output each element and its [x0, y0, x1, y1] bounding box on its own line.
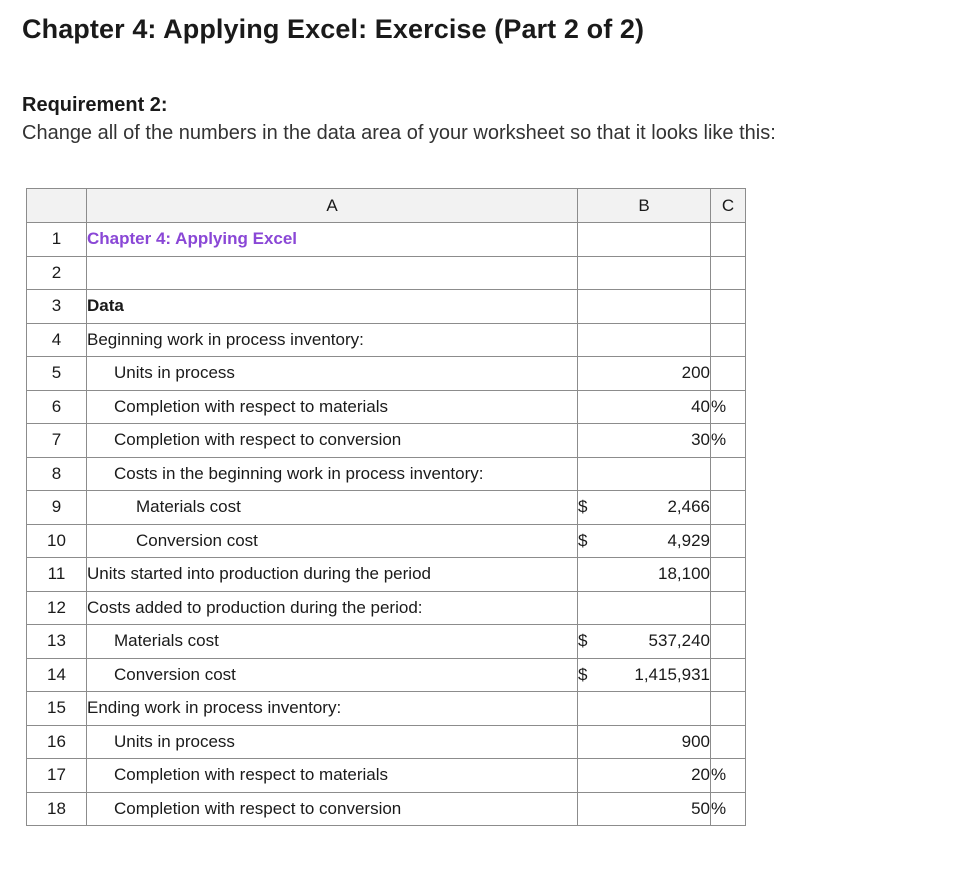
sheet-row	[27, 424, 746, 458]
cell-b[interactable]	[578, 591, 711, 625]
column-header-b: B	[578, 189, 711, 223]
row-number: 4	[27, 323, 87, 357]
cell-a[interactable]: Chapter 4: Applying Excel	[87, 223, 578, 257]
cell-b[interactable]	[578, 524, 711, 558]
currency-symbol: $	[578, 530, 588, 550]
cell-value: 2,466	[667, 497, 710, 517]
cell-b[interactable]	[578, 725, 711, 759]
sheet-row	[27, 558, 746, 592]
cell-c[interactable]	[711, 692, 746, 726]
sheet-row	[27, 625, 746, 659]
cell-b[interactable]	[578, 290, 711, 324]
cell-value: 18,100	[658, 564, 710, 584]
cell-b-content	[578, 732, 710, 752]
row-number: 1	[27, 223, 87, 257]
cell-c[interactable]	[711, 357, 746, 391]
sheet-row	[27, 759, 746, 793]
currency-symbol: $	[578, 664, 588, 684]
page-title: Chapter 4: Applying Excel: Exercise (Part 2 of 2)	[22, 14, 645, 44]
cell-value: 50	[691, 798, 710, 818]
currency-symbol: $	[578, 497, 588, 517]
cell-b-content	[578, 397, 710, 417]
currency-symbol: $	[578, 631, 588, 651]
cell-a[interactable]: Units in process	[87, 357, 578, 391]
sheet-row	[27, 357, 746, 391]
column-header-c: C	[711, 189, 746, 223]
row-number: 5	[27, 357, 87, 391]
cell-a[interactable]: Conversion cost	[87, 524, 578, 558]
sheet-row	[27, 725, 746, 759]
cell-a[interactable]: Units in process	[87, 725, 578, 759]
cell-b[interactable]	[578, 357, 711, 391]
sheet-row	[27, 223, 746, 257]
cell-b-content	[578, 564, 710, 584]
cell-b[interactable]	[578, 223, 711, 257]
sheet-row	[27, 658, 746, 692]
cell-value: 4,929	[667, 530, 710, 550]
cell-value: 20	[691, 765, 710, 785]
row-number: 3	[27, 290, 87, 324]
cell-a[interactable]: Materials cost	[87, 625, 578, 659]
cell-a[interactable]: Materials cost	[87, 491, 578, 525]
sheet-row	[27, 290, 746, 324]
corner-cell	[27, 189, 87, 223]
row-number: 18	[27, 792, 87, 826]
row-number: 16	[27, 725, 87, 759]
cell-c[interactable]	[711, 457, 746, 491]
cell-a[interactable]: Beginning work in process inventory:	[87, 323, 578, 357]
cell-b-content	[578, 799, 710, 819]
row-number: 9	[27, 491, 87, 525]
cell-a[interactable]: Ending work in process inventory:	[87, 692, 578, 726]
row-number: 10	[27, 524, 87, 558]
cell-b-content	[578, 665, 710, 685]
cell-value: 40	[691, 396, 710, 416]
row-number: 14	[27, 658, 87, 692]
worksheet-body	[27, 223, 746, 826]
cell-value: 200	[681, 363, 710, 383]
cell-c[interactable]: %	[711, 759, 746, 793]
cell-b[interactable]	[578, 625, 711, 659]
sheet-row	[27, 491, 746, 525]
cell-b[interactable]	[578, 390, 711, 424]
sheet-row	[27, 457, 746, 491]
row-number: 15	[27, 692, 87, 726]
cell-a[interactable]: Completion with respect to materials	[87, 390, 578, 424]
worksheet-table	[26, 188, 746, 826]
cell-b[interactable]	[578, 424, 711, 458]
column-header-row	[27, 189, 746, 223]
cell-c[interactable]	[711, 591, 746, 625]
sheet-row	[27, 524, 746, 558]
cell-b[interactable]	[578, 692, 711, 726]
cell-value: 30	[691, 430, 710, 450]
cell-value: 537,240	[648, 631, 710, 651]
cell-a[interactable]	[87, 256, 578, 290]
cell-a[interactable]: Costs in the beginning work in process inventory:	[87, 457, 578, 491]
cell-c[interactable]	[711, 625, 746, 659]
cell-b[interactable]	[578, 759, 711, 793]
row-number: 17	[27, 759, 87, 793]
row-number: 7	[27, 424, 87, 458]
cell-value: 1,415,931	[634, 664, 710, 684]
cell-c[interactable]: %	[711, 792, 746, 826]
row-number: 8	[27, 457, 87, 491]
cell-b[interactable]	[578, 323, 711, 357]
cell-a[interactable]: Conversion cost	[87, 658, 578, 692]
cell-b-content	[578, 765, 710, 785]
sheet-row	[27, 792, 746, 826]
cell-a[interactable]: Data	[87, 290, 578, 324]
sheet-row	[27, 323, 746, 357]
cell-b-content	[578, 497, 710, 517]
cell-b[interactable]	[578, 658, 711, 692]
cell-b-content	[578, 631, 710, 651]
cell-value: 900	[681, 731, 710, 751]
cell-c[interactable]: %	[711, 390, 746, 424]
cell-b[interactable]	[578, 457, 711, 491]
cell-c[interactable]	[711, 223, 746, 257]
cell-c[interactable]	[711, 290, 746, 324]
cell-a[interactable]: Completion with respect to materials	[87, 759, 578, 793]
sheet-row	[27, 390, 746, 424]
row-number: 12	[27, 591, 87, 625]
cell-b-content	[578, 430, 710, 450]
sheet-row	[27, 692, 746, 726]
cell-b[interactable]	[578, 558, 711, 592]
cell-c[interactable]	[711, 658, 746, 692]
cell-c[interactable]	[711, 725, 746, 759]
cell-b-content	[578, 531, 710, 551]
sheet-row	[27, 591, 746, 625]
cell-c[interactable]	[711, 558, 746, 592]
column-header-a: A	[87, 189, 578, 223]
cell-c[interactable]	[711, 256, 746, 290]
row-number: 13	[27, 625, 87, 659]
cell-c[interactable]: %	[711, 424, 746, 458]
requirement-heading: Requirement 2:	[22, 94, 168, 116]
cell-c[interactable]	[711, 524, 746, 558]
row-number: 11	[27, 558, 87, 592]
requirement-text: Change all of the numbers in the data area of your worksheet so that it looks like this:	[22, 122, 776, 144]
sheet-row	[27, 256, 746, 290]
cell-a[interactable]: Completion with respect to conversion	[87, 792, 578, 826]
cell-b[interactable]	[578, 256, 711, 290]
row-number: 2	[27, 256, 87, 290]
cell-a[interactable]: Costs added to production during the period:	[87, 591, 578, 625]
row-number: 6	[27, 390, 87, 424]
cell-a[interactable]: Completion with respect to conversion	[87, 424, 578, 458]
cell-b-content	[578, 363, 710, 383]
cell-c[interactable]	[711, 491, 746, 525]
cell-c[interactable]	[711, 323, 746, 357]
cell-b[interactable]	[578, 792, 711, 826]
cell-a[interactable]: Units started into production during the period	[87, 558, 578, 592]
cell-b[interactable]	[578, 491, 711, 525]
